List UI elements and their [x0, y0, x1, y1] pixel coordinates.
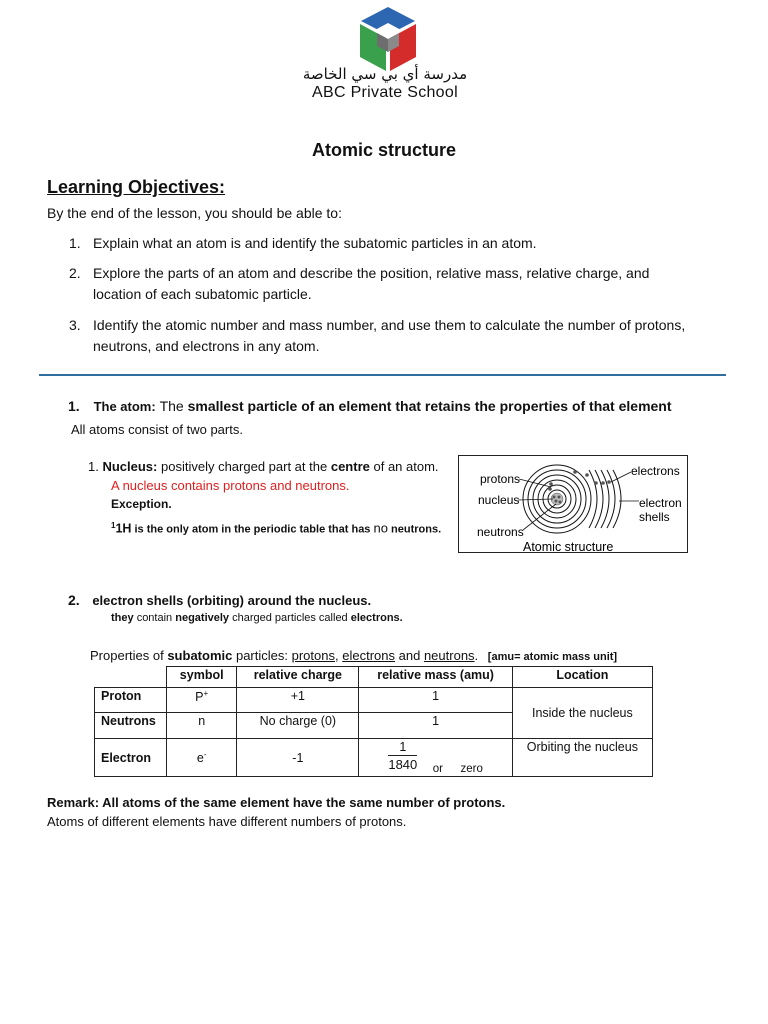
- properties-prefix: Properties of: [90, 648, 164, 663]
- charge-cell: No charge (0): [237, 713, 359, 739]
- objective-item: [47, 315, 697, 357]
- objective-text: Identify the atomic number and mass number, and use them to calculate the number of protons, neutrons, and electrons in any atom.: [93, 317, 686, 354]
- objective-text: Explain what an atom is and identify the subatomic particles in an atom.: [93, 235, 537, 251]
- contain-word: contain: [136, 612, 173, 624]
- column-header: relative charge: [237, 667, 359, 688]
- properties-heading: [90, 648, 617, 663]
- properties-table: [94, 666, 653, 777]
- location-cell: Orbiting the nucleus: [512, 739, 652, 777]
- mass-cell: 1: [359, 688, 512, 713]
- row-header: Neutrons: [95, 713, 167, 739]
- exception-text: [111, 518, 448, 538]
- nucleus-label: Nucleus:: [102, 459, 158, 474]
- objectives-intro: By the end of the lesson, you should be able to:: [47, 205, 342, 221]
- neutrons-link: neutrons: [423, 648, 475, 663]
- table-row: [95, 739, 653, 777]
- atom-definition: smallest particle of an element that retains the properties of that element: [187, 398, 672, 414]
- objective-item: [47, 263, 697, 305]
- section-number: 2.: [68, 592, 80, 608]
- table-header-row: [95, 667, 653, 688]
- learning-objectives-heading: Learning Objectives:: [47, 177, 226, 197]
- section-label: The atom:: [93, 399, 156, 414]
- they-word: they: [111, 612, 134, 624]
- symbol-sup: +: [203, 689, 209, 698]
- isotope-superscript: 1: [111, 521, 116, 530]
- fraction-numerator: 1: [388, 740, 417, 756]
- mass-fraction: [388, 740, 417, 773]
- page-title: Atomic structure: [311, 140, 457, 160]
- symbol-sup: -: [203, 749, 207, 759]
- row-header: Proton: [95, 688, 167, 713]
- zero-word: zero: [460, 762, 483, 775]
- label-shells: shells: [639, 510, 670, 524]
- nucleus-block: [88, 457, 448, 538]
- section-divider: [39, 374, 726, 376]
- label-neutrons: neutrons: [477, 525, 524, 539]
- exception-label: Exception.: [111, 497, 172, 511]
- table-corner: [95, 667, 167, 688]
- symbol-text: e: [196, 751, 204, 766]
- location-cell: Inside the nucleus: [512, 688, 652, 739]
- charge-cell: -1: [237, 739, 359, 777]
- nucleus-text-end: of an atom.: [373, 459, 439, 474]
- symbol-cell: n: [167, 713, 237, 739]
- figure-caption: Atomic structure: [523, 540, 614, 552]
- school-name-arabic: مدرسة أي بي سي الخاصة: [302, 65, 468, 83]
- school-name: ABC Private School: [312, 84, 458, 101]
- protons-link: protons: [291, 648, 335, 663]
- negatively-word: negatively: [175, 612, 230, 624]
- nucleus-text: positively charged part at the: [161, 459, 328, 474]
- charged-text: charged particles called: [232, 612, 348, 624]
- column-header: Location: [512, 667, 652, 688]
- exception-body: is the only atom in the periodic table that has: [134, 523, 371, 536]
- particles-word: particles:: [235, 648, 288, 663]
- nucleus-number: 1.: [88, 459, 99, 474]
- charge-cell: +1: [237, 688, 359, 713]
- section-atom-heading: [68, 398, 672, 414]
- objective-item: [47, 233, 697, 254]
- table-row: [95, 688, 653, 713]
- atom-structure-figure: [458, 455, 688, 553]
- definition-article: The: [159, 398, 184, 414]
- mass-cell: 1: [359, 713, 512, 739]
- section-number: 1.: [68, 398, 80, 414]
- nucleus-description: [88, 457, 448, 476]
- column-header: symbol: [167, 667, 237, 688]
- or-word: or: [432, 762, 443, 775]
- mass-cell: [359, 739, 512, 777]
- amu-note: [amu= atomic mass unit]: [487, 651, 618, 663]
- symbol-cell: [167, 688, 237, 713]
- fraction-denominator: 1840: [388, 757, 418, 772]
- row-header: Electron: [95, 739, 167, 777]
- label-electrons: electrons: [631, 464, 680, 478]
- exception-end: neutrons.: [391, 523, 442, 536]
- objective-text: Explore the parts of an atom and describe the position, relative mass, relative charge, and location of each subatomic particle.: [93, 265, 650, 302]
- no-word: no: [373, 520, 388, 536]
- remark: Remark: All atoms of the same element have the same number of protons.: [47, 795, 506, 810]
- objective-number: 1.: [69, 235, 81, 251]
- label-protons: protons: [480, 472, 521, 486]
- label-electron: electron: [639, 496, 682, 510]
- comma: ,: [335, 648, 339, 663]
- school-logo: [357, 6, 419, 72]
- objective-number: 3.: [69, 317, 81, 333]
- section-shells-heading: [68, 592, 371, 608]
- nucleus-red-note: A nucleus contains protons and neutrons.: [111, 478, 350, 493]
- remark-continued: Atoms of different elements have different numbers of protons.: [47, 814, 407, 829]
- shells-subtext: [111, 612, 403, 624]
- electrons-link: electrons: [342, 648, 395, 663]
- shells-heading-text: electron shells (orbiting) around the nucleus.: [92, 593, 372, 608]
- symbol-cell: [167, 739, 237, 777]
- hydrogen-symbol: 1H: [115, 521, 132, 536]
- centre-word: centre: [330, 459, 370, 474]
- objective-number: 2.: [69, 265, 81, 281]
- atom-parts-text: All atoms consist of two parts.: [71, 422, 243, 437]
- label-nucleus: nucleus: [478, 493, 520, 507]
- and-word: and: [398, 648, 421, 663]
- column-header: relative mass (amu): [359, 667, 512, 688]
- period: .: [474, 648, 479, 663]
- electrons-word: electrons.: [350, 612, 403, 624]
- symbol-text: P: [195, 690, 204, 705]
- subatomic-word: subatomic: [167, 648, 233, 663]
